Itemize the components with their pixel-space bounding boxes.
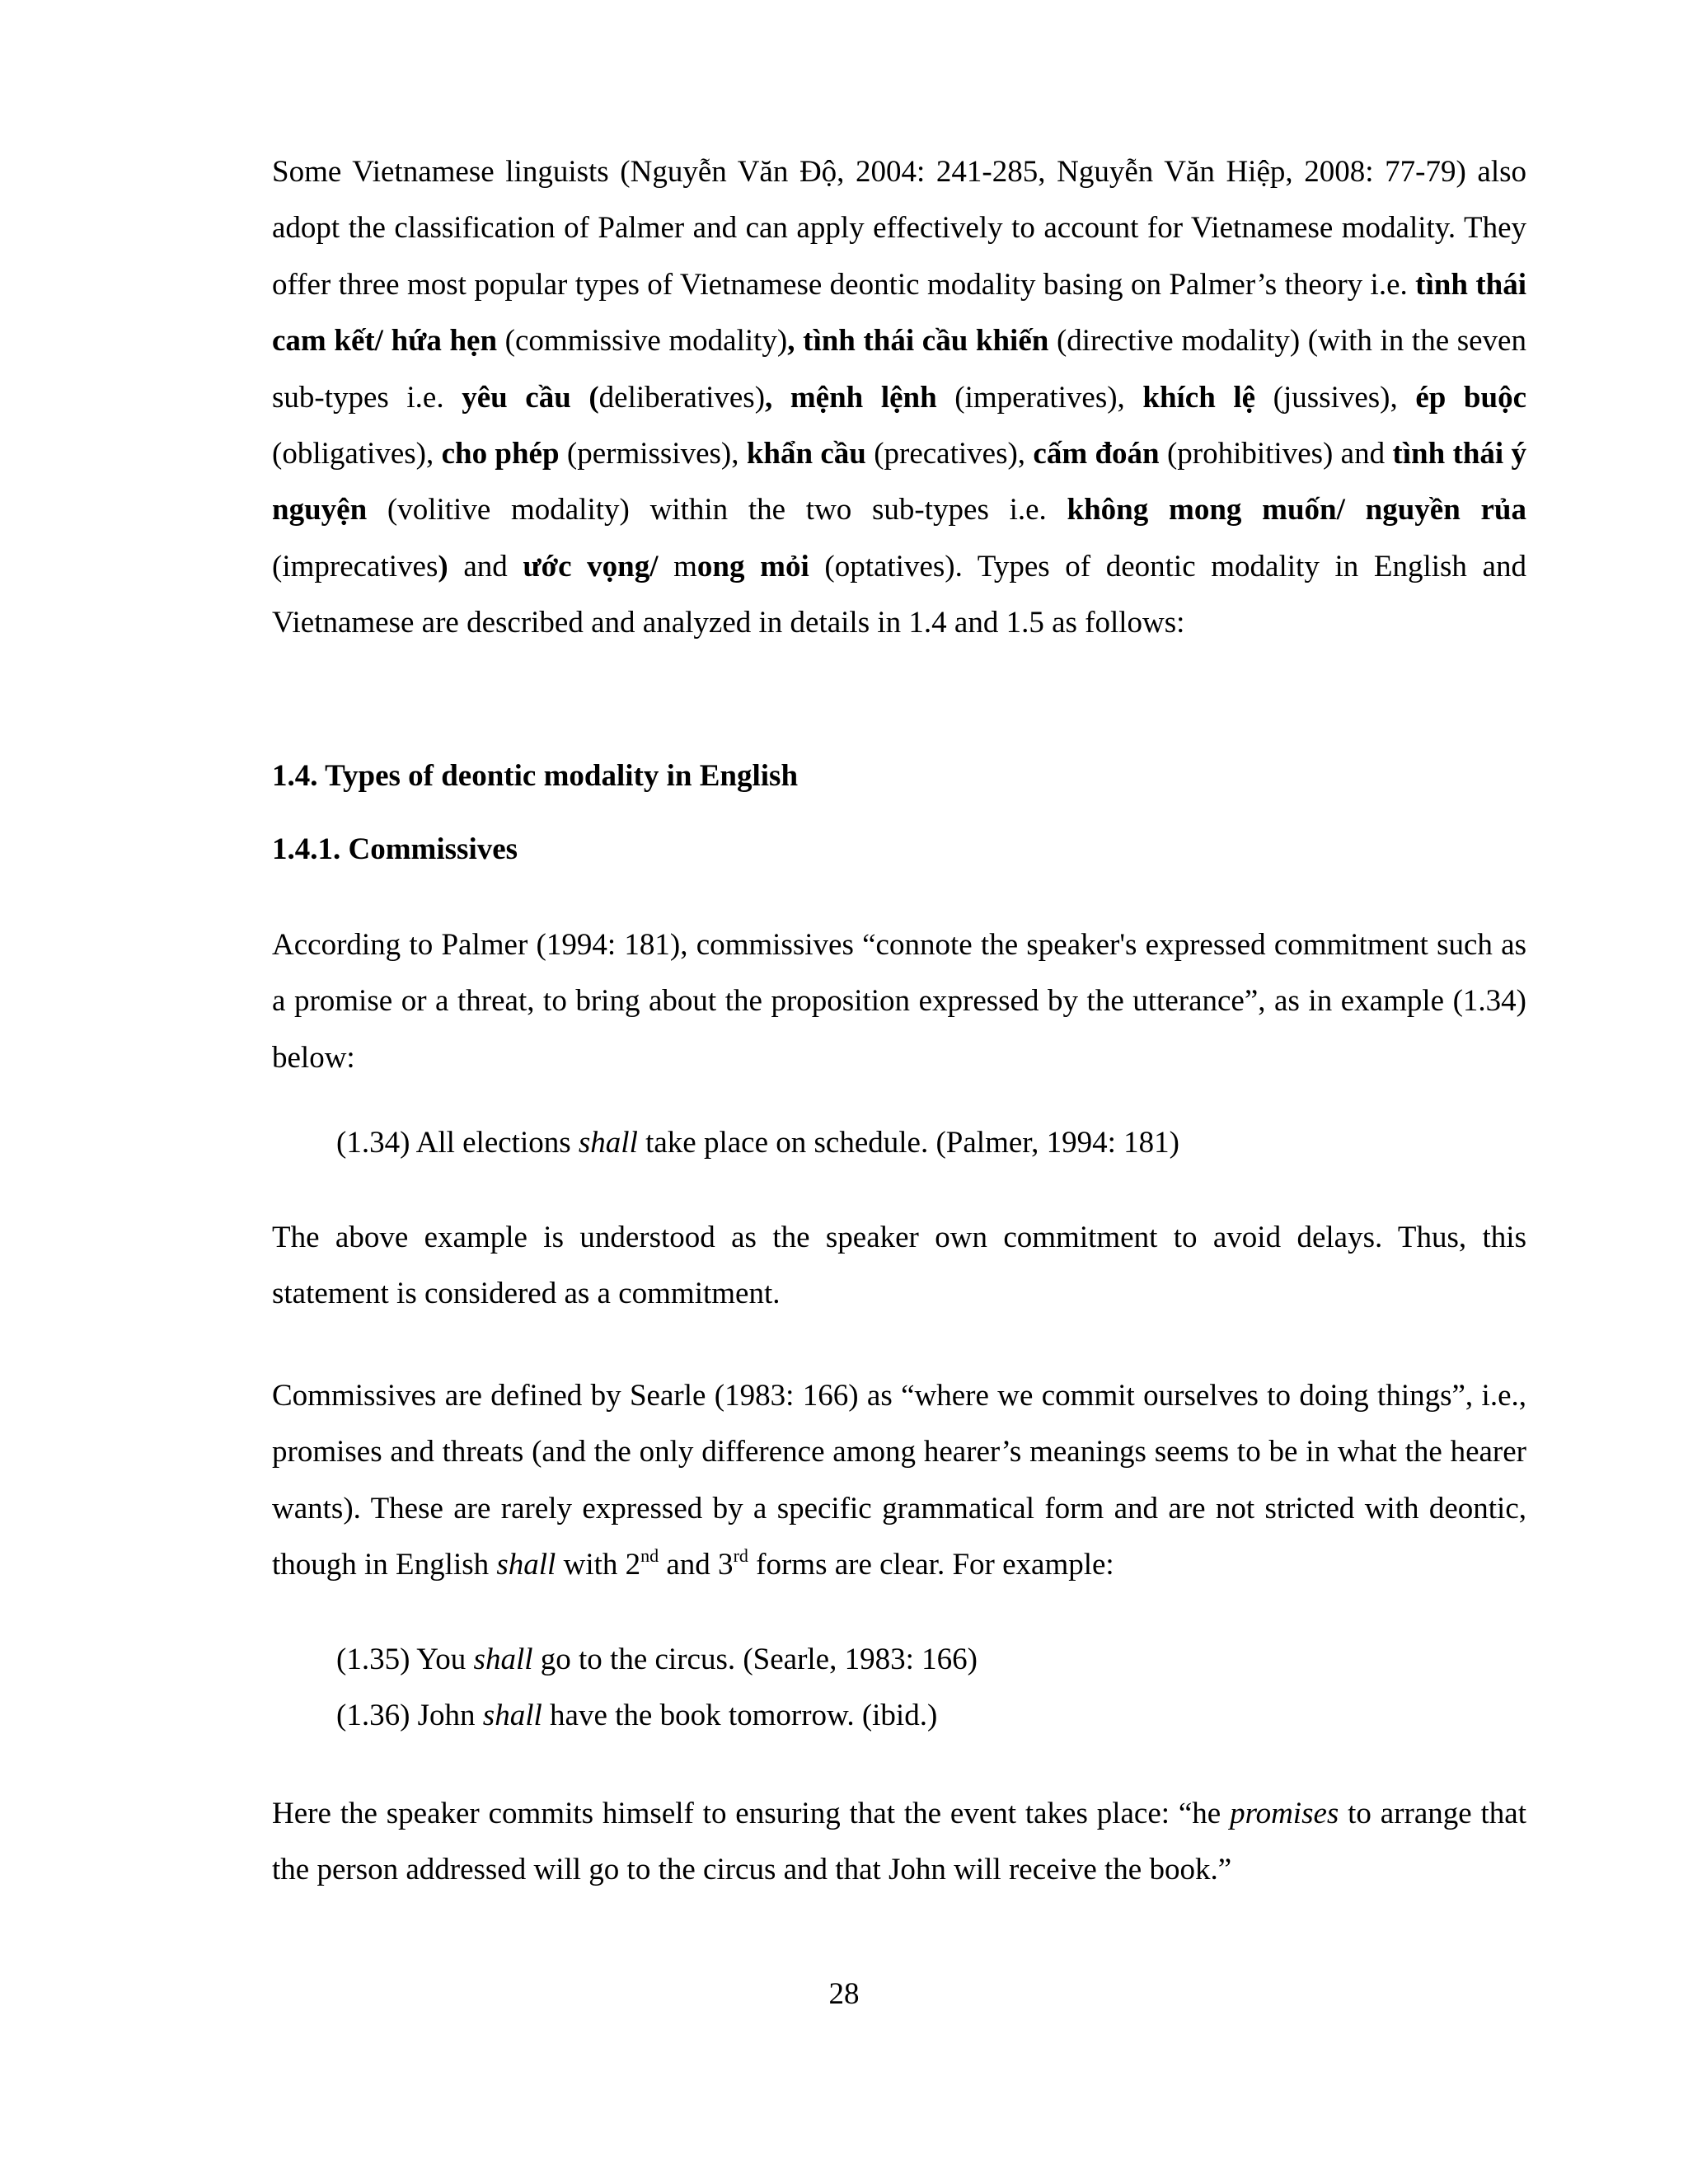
bold-term: tình thái ý nguyện — [272, 437, 1527, 527]
bold-term: , mệnh lệnh — [765, 380, 937, 415]
paragraph-speaker-commits — [272, 1786, 1526, 1899]
bold-term: cho phép — [441, 437, 560, 471]
section-heading-1-4: 1.4. Types of deontic modality in English — [272, 759, 799, 793]
subsection-heading-1-4-1: 1.4.1. Commissives — [272, 832, 518, 866]
bold-term: ép buộc — [1415, 380, 1526, 415]
bold-term: khích lệ — [1142, 380, 1256, 415]
bold-term: ước vọng/ — [523, 549, 659, 583]
italic-term: promises — [1230, 1797, 1339, 1830]
text-run: have the book tomorrow. (ibid.) — [542, 1699, 938, 1732]
text-run: (precatives), — [865, 437, 1034, 471]
bold-term: tình thái cam kết/ hứa hẹn — [272, 267, 1526, 359]
bold-term: khẩn cầu — [746, 437, 866, 471]
text-run: to arrange that the person addressed will go to the circus and that John will receive the book.” — [272, 1797, 1526, 1887]
superscript: nd — [640, 1545, 659, 1567]
text-run: (volitive modality) within the two sub-types i.e. — [367, 493, 1067, 527]
example-1-35 — [336, 1632, 1523, 1688]
bold-term: ) — [438, 549, 448, 583]
bold-term: , tình thái cầu khiến — [787, 324, 1049, 359]
italic-term: shall — [473, 1643, 533, 1676]
text-run: Some Vietnamese linguists (Nguyễn Văn Độ, 2004: 241-285, Nguyễn Văn Hiệp, 2008: 77-79) also adopt the classification of Palmer and can apply effectively to account for Vietnamese modality. They offer three most popular types of Vietnamese deontic modality basing on Palmer’s theory i.e. — [272, 155, 1526, 302]
page-number: 28 — [828, 1977, 860, 2011]
bold-term: ong mỏi — [696, 549, 809, 583]
text-run: (directive modality) (with in the seven sub-types i.e. — [272, 324, 1526, 415]
text-run: and — [448, 549, 523, 583]
example-1-36 — [336, 1688, 1523, 1744]
text-run: (optatives). Types of deontic modality in English and Vietnamese are described and analyzed in details in 1.4 and 1.5 as follows: — [272, 549, 1526, 640]
text-run: (imprecatives — [272, 549, 438, 583]
text-run: and 3 — [659, 1548, 734, 1582]
text-run: (1.35) You — [336, 1643, 474, 1676]
italic-term: shall — [496, 1548, 556, 1582]
text-run: go to the circus. (Searle, 1983: 166) — [532, 1643, 978, 1676]
text-run: (prohibitives) and — [1159, 437, 1393, 471]
example-1-34 — [336, 1115, 1523, 1171]
italic-term: shall — [482, 1699, 542, 1732]
superscript: rd — [733, 1545, 748, 1567]
text-run: (1.36) John — [336, 1699, 483, 1732]
text-run: (commissive modality) — [497, 324, 788, 359]
text-run: (1.34) All elections — [336, 1126, 579, 1160]
text-run: forms are clear. For example: — [748, 1548, 1114, 1582]
bold-term: không mong muốn/ nguyền rủa — [1067, 493, 1527, 527]
paragraph-searle-commissives — [272, 1368, 1526, 1594]
text-run: (permissives), — [559, 437, 747, 471]
text-run: Here the speaker commits himself to ensuring that the event takes place: “he — [272, 1797, 1231, 1830]
text-run: with 2 — [556, 1548, 641, 1582]
text-run: deliberatives) — [598, 380, 766, 415]
text-run: (imperatives), — [936, 380, 1143, 415]
italic-term: shall — [578, 1126, 638, 1160]
text-run: (jussives), — [1255, 380, 1416, 415]
text-run: take place on schedule. (Palmer, 1994: 181) — [637, 1126, 1179, 1160]
bold-term: cấm đoán — [1033, 437, 1160, 471]
text-run: m — [658, 549, 697, 583]
text-run: (obligatives), — [272, 437, 442, 471]
text-run: Commissives are defined by Searle (1983: 166) as “where we commit ourselves to doing things”, i.e., promises and threats (and the only difference among hearer’s meanings seems to be in what the hearer wants). These are rarely expressed by a specific grammatical form and are not stricted with deontic, though in English — [272, 1379, 1526, 1582]
paragraph-palmer-commissives: According to Palmer (1994: 181), commissives “connote the speaker's expressed commitment such as a promise or a threat, to bring about the proposition expressed by the utterance”, as in example (1.34) below: — [272, 928, 1526, 1075]
paragraph-vietnamese-linguists — [272, 144, 1526, 652]
bold-term: yêu cầu ( — [462, 380, 599, 415]
paragraph-example-explanation: The above example is understood as the speaker own commitment to avoid delays. Thus, this statement is considered as a commitment. — [272, 1221, 1526, 1311]
